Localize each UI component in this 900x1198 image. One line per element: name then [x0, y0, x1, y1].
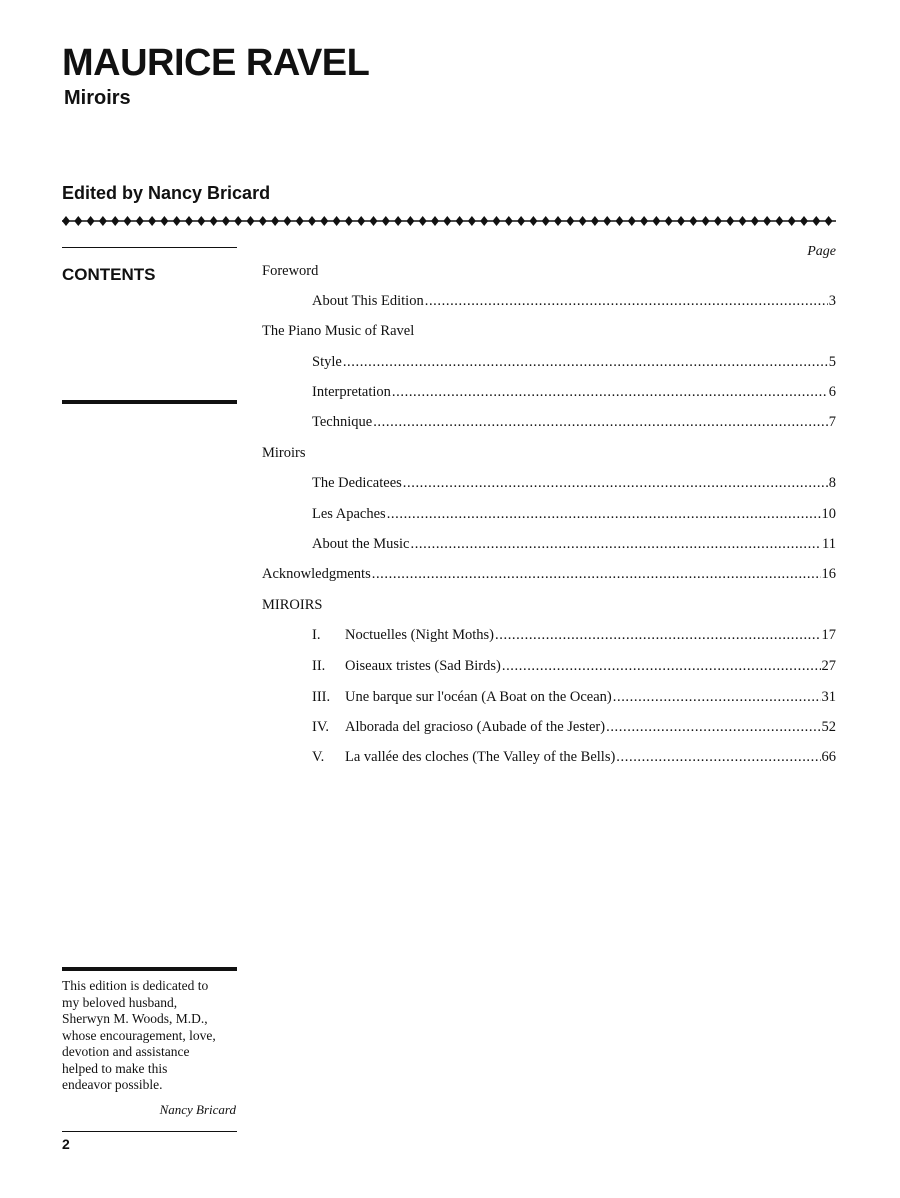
composer-title: MAURICE RAVEL	[62, 42, 370, 84]
toc-movement-entry[interactable]: IV. Alborada del gracioso (Aubade of the Jester) ..... 52	[312, 718, 836, 736]
toc-entry[interactable]: Interpretation ..... 6	[312, 383, 836, 401]
dedication-line: endeavor possible.	[62, 1077, 163, 1092]
toc-entry[interactable]: Les Apaches ..... 10	[312, 505, 836, 523]
divider-thick	[62, 967, 237, 971]
diamond-ornament-divider	[62, 212, 836, 230]
divider-thin	[62, 1131, 237, 1132]
toc-entry[interactable]: Technique ..... 7	[312, 413, 836, 431]
toc-movement-entry[interactable]: I. Noctuelles (Night Moths) ..... 17	[312, 626, 836, 644]
editor-credit: Edited by Nancy Bricard	[62, 183, 271, 203]
contents-heading: CONTENTS	[62, 265, 156, 284]
dedication-line: whose encouragement, love,	[62, 1027, 216, 1043]
page-number: 2	[62, 1136, 70, 1152]
toc-movement-entry[interactable]: III. Une barque sur l'océan (A Boat on the Ocean) ..... 31	[312, 688, 836, 706]
toc-section-title: MIROIRS	[262, 597, 323, 613]
page-column-label: Page	[807, 244, 836, 259]
toc-entry[interactable]: About the Music ..... 11	[312, 535, 836, 553]
toc-section-title: Miroirs	[262, 445, 306, 461]
divider-thick	[62, 400, 237, 404]
divider-thin	[62, 247, 237, 248]
toc-movement-entry[interactable]: II. Oiseaux tristes (Sad Birds) ..... 27	[312, 657, 836, 675]
toc-entry[interactable]: Style ..... 5	[312, 353, 836, 371]
dedication-line: helped to make this	[62, 1060, 168, 1076]
toc-section-title: The Piano Music of Ravel	[262, 323, 415, 339]
toc-entry[interactable]: About This Edition ..... 3	[312, 292, 836, 310]
dedication-line: my beloved husband,	[62, 994, 178, 1010]
dedication-signature: Nancy Bricard	[159, 1102, 236, 1117]
work-title: Miroirs	[64, 87, 131, 109]
toc-section-title: Foreword	[262, 263, 319, 279]
toc-entry[interactable]: Acknowledgments ..... 16	[262, 565, 836, 583]
dedication-text	[62, 978, 242, 1094]
dedication-line: This edition is dedicated to	[62, 978, 209, 993]
dedication-line: Sherwyn M. Woods, M.D.,	[62, 1011, 208, 1026]
toc-movement-entry[interactable]: V. La vallée des cloches (The Valley of the Bells) ..... 66	[312, 748, 836, 766]
dedication-line: devotion and assistance	[62, 1044, 190, 1059]
toc-entry[interactable]: The Dedicatees ..... 8	[312, 474, 836, 492]
